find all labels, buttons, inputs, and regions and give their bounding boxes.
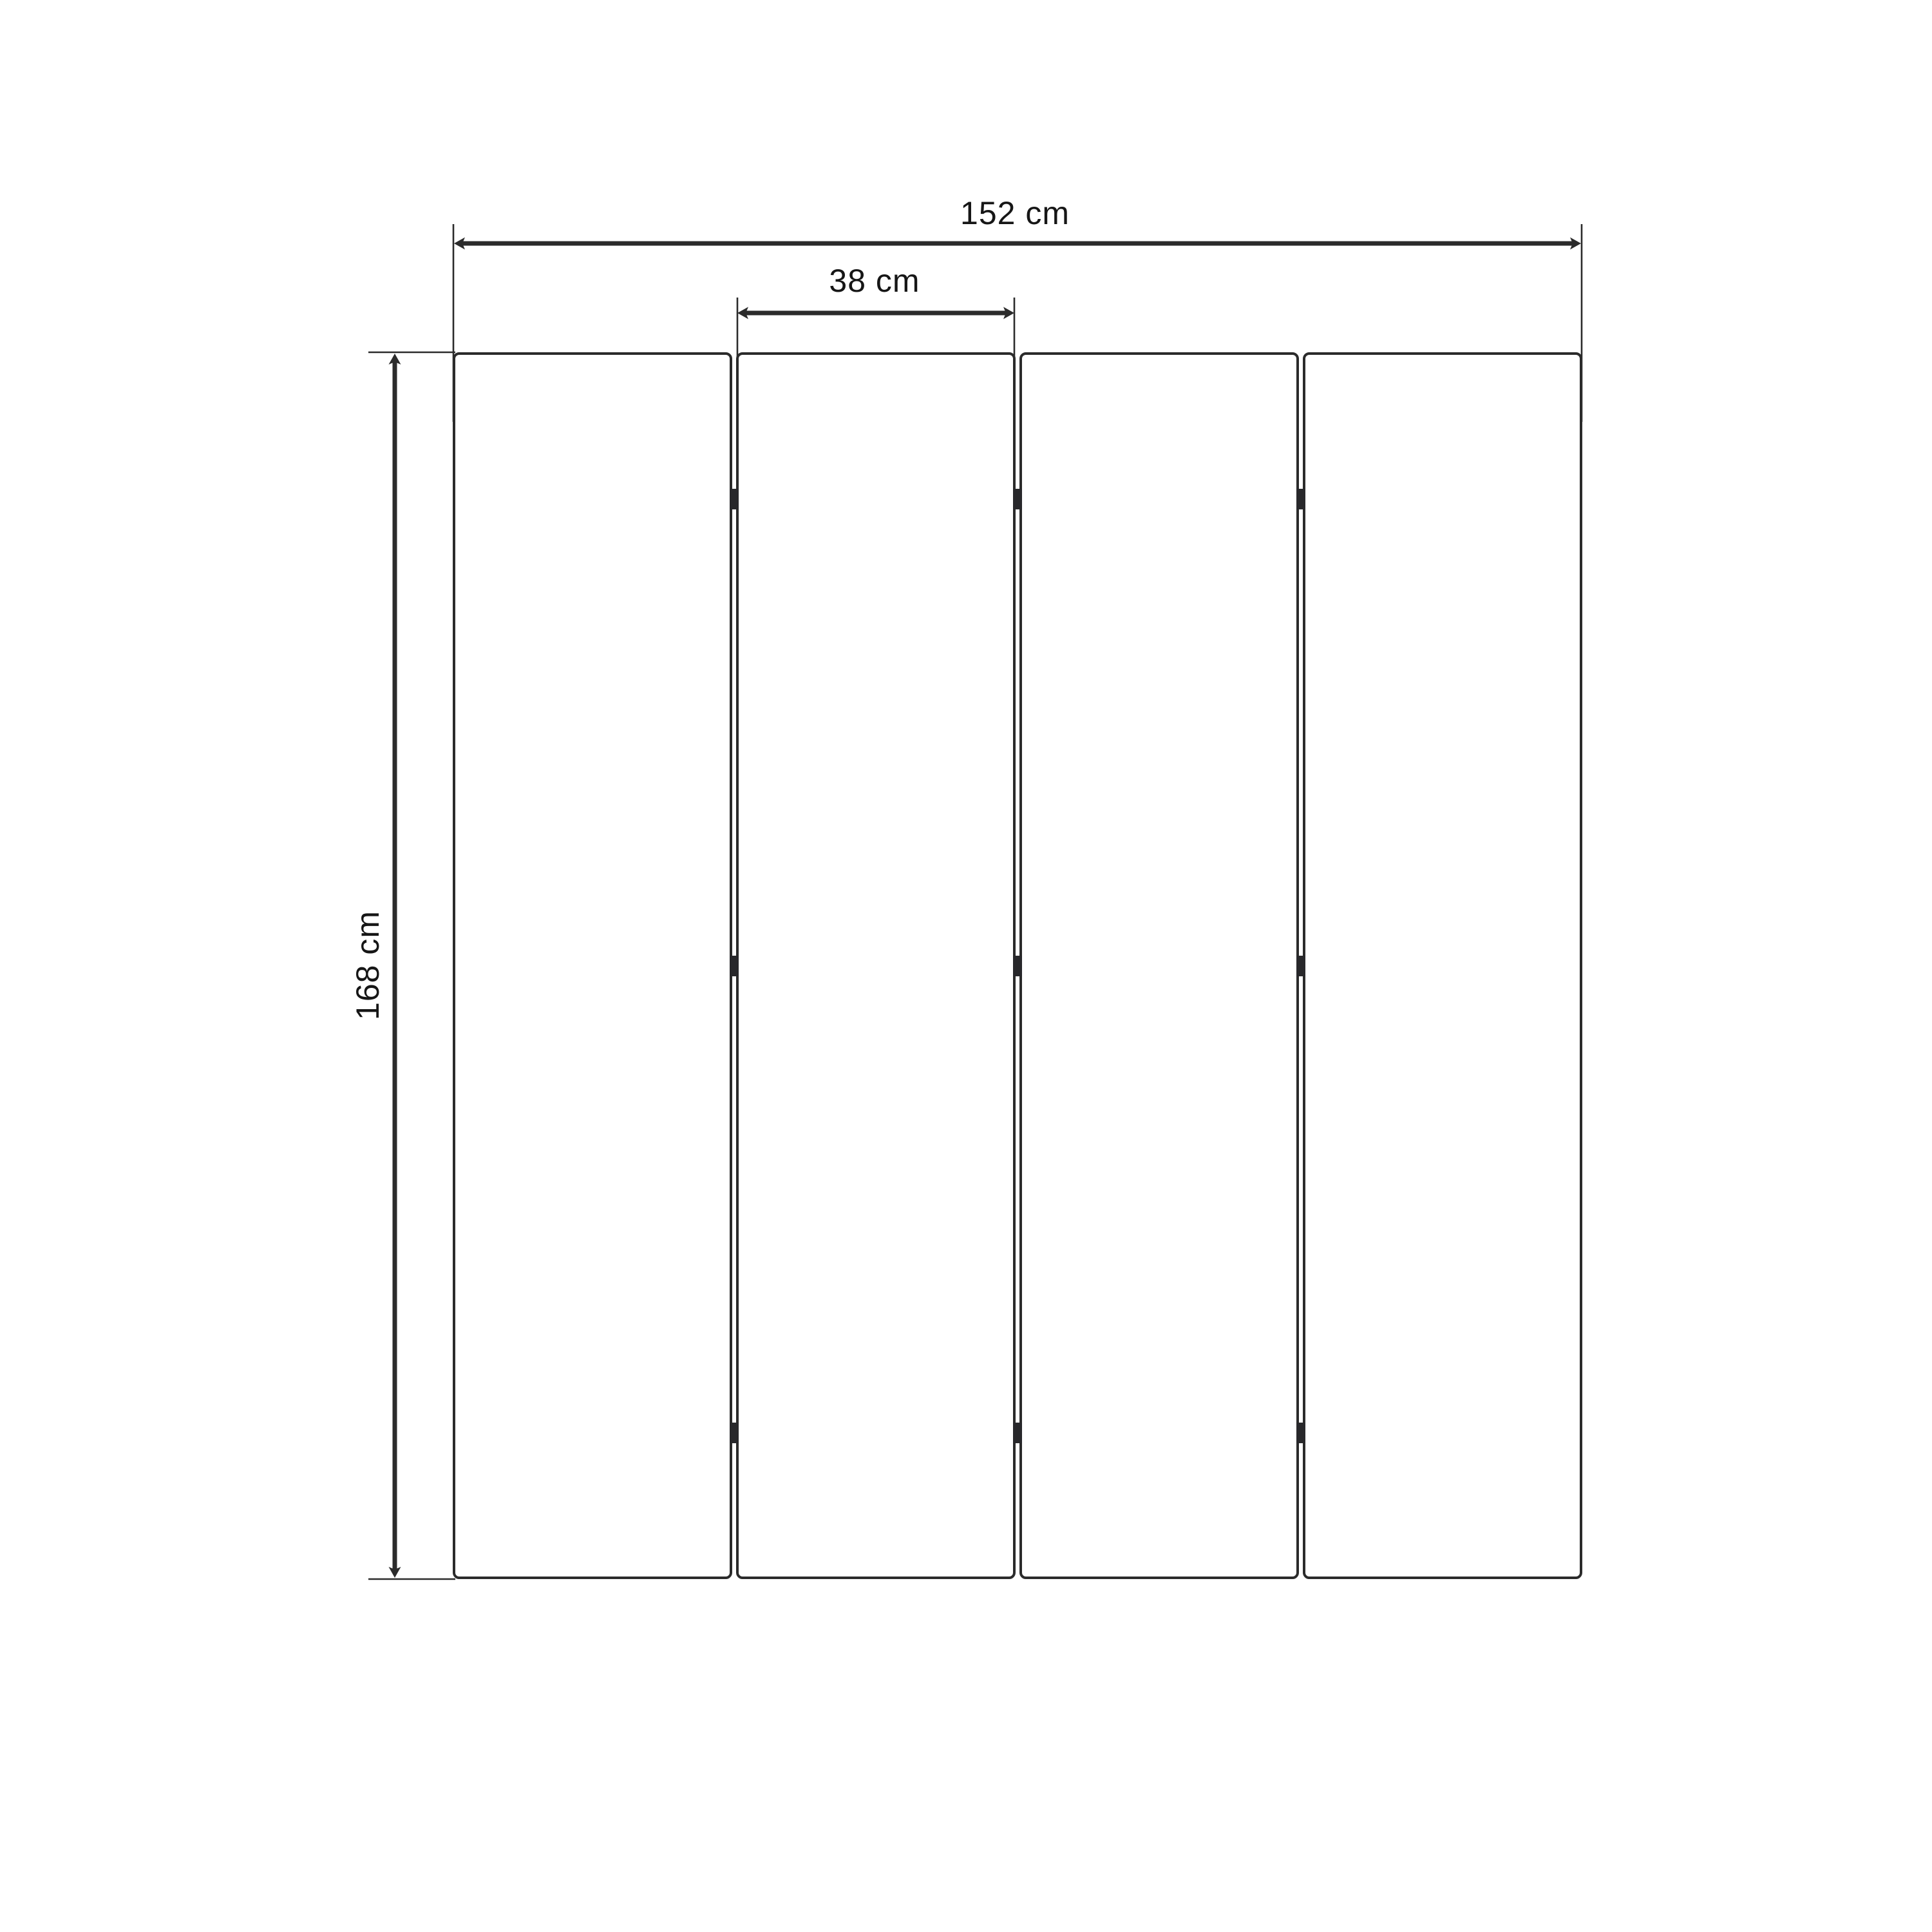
panel-3	[1021, 354, 1298, 1578]
total-width-dimension	[454, 195, 1581, 250]
hinge-icon	[730, 489, 739, 509]
panel-1	[454, 354, 731, 1578]
hinge-icon	[1013, 1423, 1022, 1443]
panel-width-dimension	[737, 263, 1014, 319]
hinge-icon	[1013, 489, 1022, 509]
hinge-icon	[1296, 956, 1305, 976]
panel-width-dimension-label: 38 cm	[829, 263, 920, 299]
height-dimension	[350, 354, 401, 1578]
panel-2	[737, 354, 1014, 1578]
hinge-icon	[730, 1423, 739, 1443]
total-width-dimension-label: 152 cm	[960, 195, 1070, 231]
panel-4	[1304, 354, 1581, 1578]
hinge-icon	[1296, 1423, 1305, 1443]
hinge-icon	[1013, 956, 1022, 976]
hinge-icon	[730, 956, 739, 976]
hinge-icon	[1296, 489, 1305, 509]
height-dimension-label: 168 cm	[350, 911, 386, 1020]
